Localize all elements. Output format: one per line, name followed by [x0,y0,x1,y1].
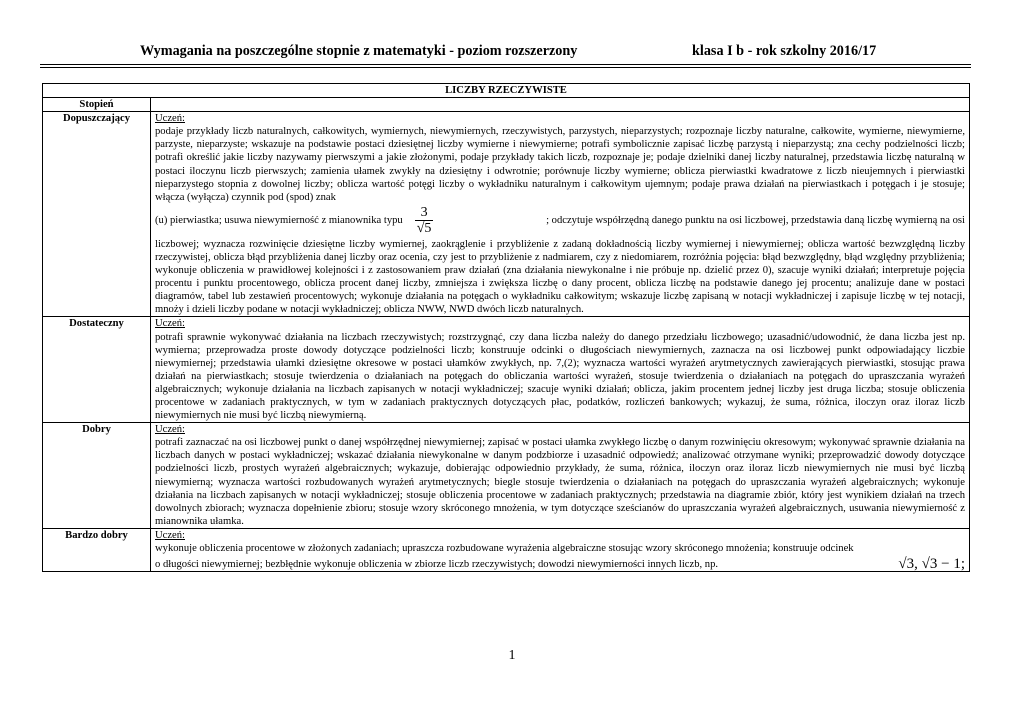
grade-requirements [151,528,970,571]
fraction [415,205,434,236]
math-example: √3, √3 − 1; [898,556,965,573]
grade-requirements [151,317,970,423]
section-title: LICZBY RZECZYWISTE [43,84,970,98]
math-line [155,558,965,571]
document-title: Wymagania na poszczególne stopnie z matematyki - poziom rozszerzony [140,43,578,59]
table-row [43,317,970,423]
grade-label: Dopuszczający [43,112,151,317]
header-rule-thin [40,67,971,68]
grade-requirements [151,423,970,529]
class-info: klasa I b - rok szkolny 2016/17 [692,43,877,59]
requirements-text: wykonuje obliczenia procentowe w złożonych zadaniach; upraszcza rozbudowane wyrażenia algebraiczne stosując wzory skróconego mnożenia; konstruuje odcinek [155,543,854,554]
student-label: Uczeń: [155,113,185,125]
grade-label: Dobry [43,423,151,529]
requirements-text: potrafi zaznaczać na osi liczbowej punkt o danej współrzędnej niewymiernej; zapisać w postaci ułamka zwykłego liczbę o danym rozwinięciu okresowym; wykonywać sprawnie działania na liczbach danych w postaci wykładniczej; wskazać działania niewykonalne w danym podzbiorze i uzasadnić odpowiedź; analizować otrzymane wyniki; przeprowadzić dowody dotyczące podzielności liczb, prostych wyrażeń algebraicznych; wykazuje, dobierając odpowiednio przykłady, że suma, różnica, iloczyn oraz iloraz liczb niewymiernych nie musi być liczbą niewymierną; wyznacza wartości rozbudowanych wyrażeń arytmetycznych; biegle stosuje twierdzenia o działaniach na potęgach do upraszczania wyrażeń algebraicznych; wykonuje działania na liczbach zapisanych w notacji wykładniczej; stosuje obliczenia procentowe w zadaniach praktycznych; przedstawia na diagramie zbiór, który jest wynikiem działań na trzech dowolnych zbiorach; wyznacza dopełnienie zbioru; stosuje wzory skróconego mnożenia, w tym dotyczące sześcianów do upraszczania wyrażeń algebraicznych, usuwania niewymierność z mianownika ułamka. [155,437,965,527]
requirements-text: liczbowej; wyznacza rozwinięcie dziesiętne liczby wymiernej, zaokrąglenie i przybliżenie z zadaną dokładnością liczby wymiernej i niewymiernej; oblicza wartość bezwzględną liczby rzeczywistej, oblicza błąd przybliżenia danej liczby oraz ocenia, czy jest to przybliżenie z nadmiarem, czy z niedomiarem, rozróżnia pojęcia: błąd bezwzględny, błąd względny przybliżenia; wykonuje obliczenia w prawidłowej kolejności i z zastosowaniem praw działań (zna działania niewykonalne i nie próbuje np. dzielić przez 0), szacuje wyniki działań; interpretuje pojęcia procentu i punktu procentowego, oblicza procent danej liczby, zmniejsza i zwiększa liczbę o dany procent, oblicza liczbę na podstawie danego jej procentu; analizuje dane w postaci diagramów, tabel lub zestawień procentowych; wykonuje działania na potęgach o wykładniku całkowitym; wskazuje liczbę zapisaną w notacji wykładniczej i zapisuje liczbę w tej notacji, mnoży i dzieli liczby podane w notacji wykładniczej; oblicza NWW, NWD dwóch liczb naturalnych. [155,238,965,316]
grade-requirements [151,112,970,317]
student-label: Uczeń: [155,424,185,436]
column-header-grade: Stopień [43,98,151,112]
fraction-numerator: 3 [420,204,428,220]
student-label: Uczeń: [155,529,185,541]
requirements-text: podaje przykłady liczb naturalnych, całkowitych, wymiernych, niewymiernych, rzeczywistych, parzystych, nieparzystych; rozpoznaje liczby naturalne, całkowite, wymierne, niewymierne, parzyste, nieparzyste; wskazuje na podstawie postaci dziesiętnej liczby wymierne i niewymierne; potrafi symbolicznie zapisać liczbę parzystą i nieparzystą; zna cechy podzielności liczb; potrafi określić jakie liczby nazywamy pierwszymi a jakie złożonymi, podaje przykłady takich liczb, rozpoznaje je; podaje dzielniki danej liczby naturalnej, przedstawia liczbę naturalną w postaci iloczynu liczb pierwszych; zamienia ułamek zwykły na dziesiętny i odwrotnie; porównuje liczby wymierne; oblicza pierwiastki kwadratowe z liczb nieujemnych i pierwiastki nieparzystego stopnia z dowolnej liczby; oblicza wartość potęgi liczby o wykładniku naturalnym i całkowitym ujemnym; podaje prawa działań na pierwiastkach i potęgach i je stosuje; włącza (wyłącza) czynnik pod (spod) znak [155,126,965,203]
student-label: Uczeń: [155,318,185,330]
requirements-text: o długości niewymiernej; bezbłędnie wykonuje obliczenia w zbiorze liczb rzeczywistych; dowodzi niewymierności innych liczb, np. [155,559,719,571]
requirements-text: ; odczytuje współrzędną danego punktu na osi liczbowej, przedstawia daną liczbę wymierną na osi [546,214,965,226]
table-row [43,112,970,317]
requirements-text: potrafi sprawnie wykonywać działania na liczbach rzeczywistych; rozstrzygnąć, czy dana liczba należy do danego przedziału liczbowego; uzasadnić/udowodnić, że dana liczba jest np. wymierna; przeprowadza proste dowody dotyczące podzielności liczb; konstruuje odcinki o długościach niewymiernych, zaznacza na osi liczbowej punkt odpowiadający liczbie niewymiernej; przedstawia ułamki dziesiętne okresowe w postaci ułamków zwykłych, np. 7,(2); wyznacza wartości wyrażeń arytmetycznych zawierających pierwiastki, stosując prawa działań na pierwiastkach; stosuje twierdzenia o działaniach na potęgach do obliczania wartości wyrażeń, stosuje twierdzenia o działaniach na potęgach do upraszczania wyrażeń algebraicznych; wykonuje działania na liczbach zapisanych w notacji wykładniczej; szacuje wyniki działań; oblicza, jakim procentem jednej liczby jest druga liczba; stosuje obliczenia procentowe w zadaniach praktycznych, w tym w zadaniach praktycznych dotyczących płac, podatków, rozliczeń bankowych; wykazuj, że suma, różnica, iloczyn oraz iloraz liczb niewymiernych nie musi być liczbą niewymierną. [155,331,965,422]
table-row [43,423,970,529]
table-row [43,528,970,571]
header-rule [40,64,971,65]
fraction-denominator: √5 [416,220,432,236]
grade-label: Dostateczny [43,317,151,423]
requirements-text: (u) pierwiastka; usuwa niewymierność z mianownika typu [155,214,403,226]
page-number: 1 [508,648,516,663]
requirements-table [42,83,970,572]
grade-label: Bardzo dobry [43,528,151,571]
fraction-line [155,205,965,236]
column-header-empty [151,98,970,112]
